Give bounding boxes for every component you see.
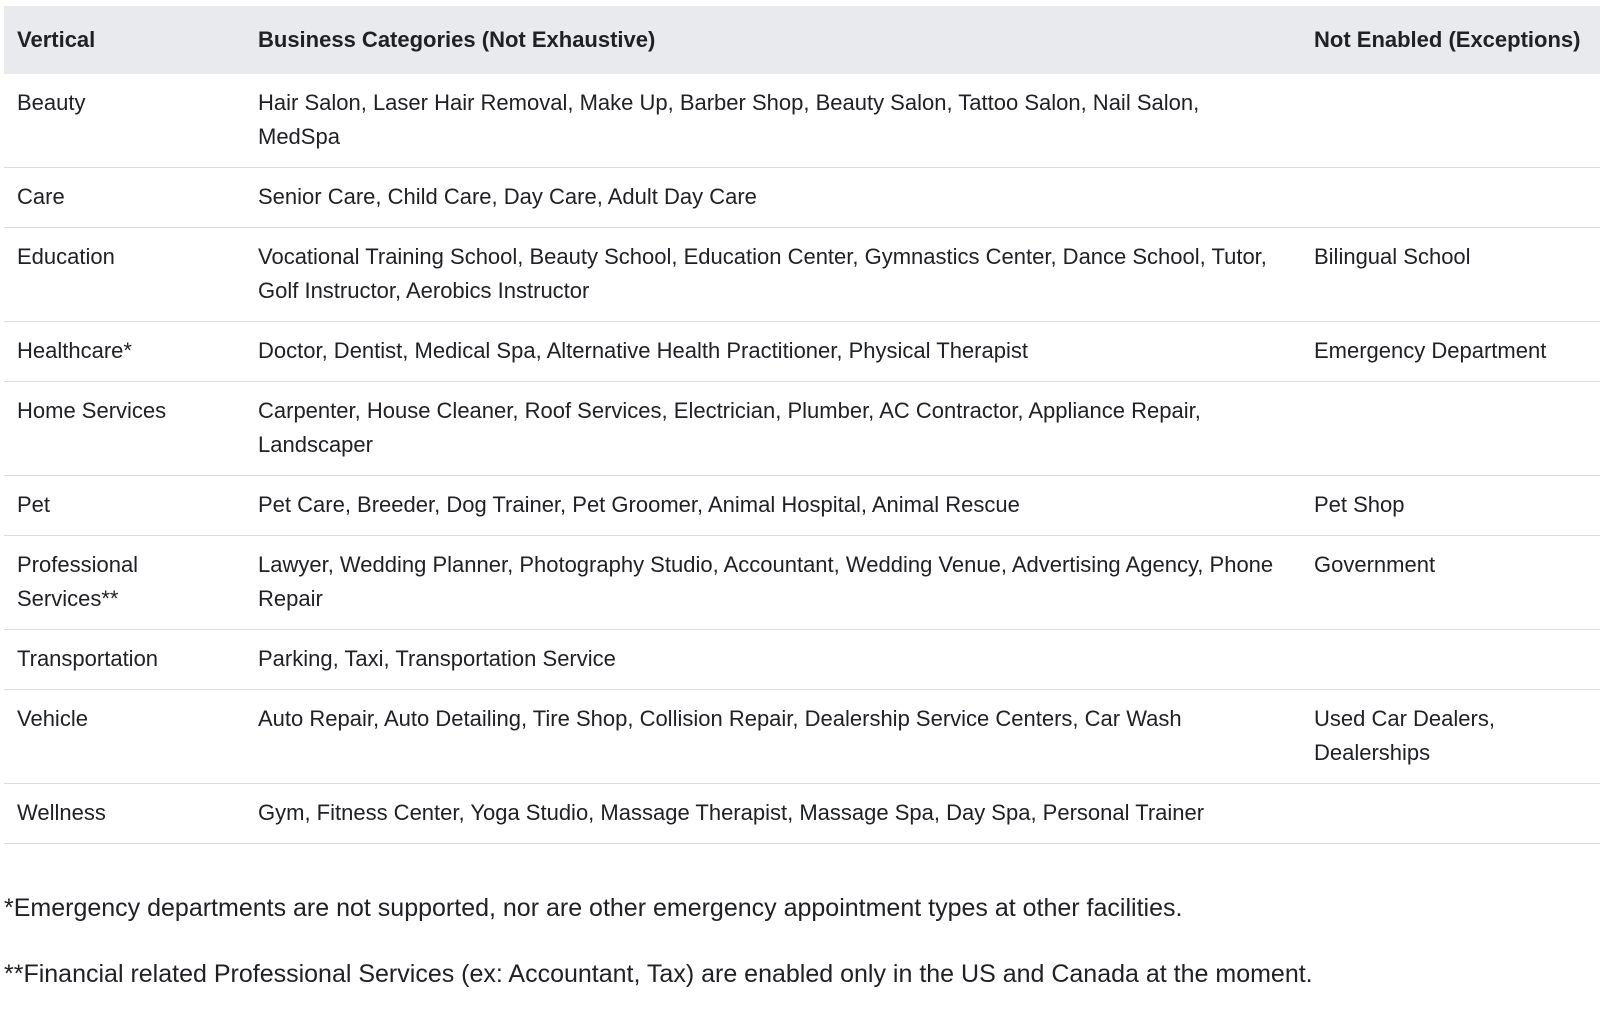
header-business-categories: Business Categories (Not Exhaustive): [258, 6, 1300, 74]
table-row: [4, 74, 1600, 168]
cell-categories: Lawyer, Wedding Planner, Photography Studio, Accountant, Wedding Venue, Advertising Agency, Phone Repair: [258, 536, 1300, 630]
cell-categories: Carpenter, House Cleaner, Roof Services, Electrician, Plumber, AC Contractor, Appliance Repair, Landscaper: [258, 382, 1300, 476]
cell-categories: Pet Care, Breeder, Dog Trainer, Pet Groomer, Animal Hospital, Animal Rescue: [258, 476, 1300, 536]
cell-vertical: Education: [4, 228, 258, 322]
cell-vertical: Beauty: [4, 74, 258, 168]
cell-categories: Doctor, Dentist, Medical Spa, Alternative Health Practitioner, Physical Therapist: [258, 322, 1300, 382]
cell-categories: Parking, Taxi, Transportation Service: [258, 630, 1300, 690]
table-row: [4, 536, 1600, 630]
categories-table-container: [4, 6, 1600, 844]
table-row: [4, 382, 1600, 476]
cell-vertical: Home Services: [4, 382, 258, 476]
table-row: [4, 228, 1600, 322]
cell-exceptions: [1300, 382, 1600, 476]
cell-vertical: Healthcare*: [4, 322, 258, 382]
cell-exceptions: [1300, 630, 1600, 690]
cell-exceptions: [1300, 784, 1600, 844]
cell-vertical: Vehicle: [4, 690, 258, 784]
table-row: [4, 476, 1600, 536]
table-row: [4, 784, 1600, 844]
cell-vertical: Transportation: [4, 630, 258, 690]
footnote-financial: **Financial related Professional Services (ex: Accountant, Tax) are enabled only in the US and Canada at the moment.: [4, 960, 1313, 988]
cell-categories: Vocational Training School, Beauty School, Education Center, Gymnastics Center, Dance School, Tutor, Golf Instructor, Aerobics Instructor: [258, 228, 1300, 322]
cell-categories: Gym, Fitness Center, Yoga Studio, Massage Therapist, Massage Spa, Day Spa, Personal Trainer: [258, 784, 1300, 844]
header-not-enabled: Not Enabled (Exceptions): [1300, 6, 1600, 74]
cell-exceptions: [1300, 168, 1600, 228]
table-row: [4, 322, 1600, 382]
cell-vertical: Pet: [4, 476, 258, 536]
table-row: [4, 168, 1600, 228]
footnote-emergency: *Emergency departments are not supported, nor are other emergency appointment types at other facilities.: [4, 894, 1183, 922]
cell-exceptions: [1300, 74, 1600, 168]
categories-table: [4, 6, 1600, 844]
cell-exceptions: Bilingual School: [1300, 228, 1600, 322]
cell-vertical: Care: [4, 168, 258, 228]
cell-vertical: Wellness: [4, 784, 258, 844]
table-row: [4, 690, 1600, 784]
cell-exceptions: Government: [1300, 536, 1600, 630]
table-row: [4, 630, 1600, 690]
cell-categories: Auto Repair, Auto Detailing, Tire Shop, Collision Repair, Dealership Service Centers, Car Wash: [258, 690, 1300, 784]
cell-exceptions: Emergency Department: [1300, 322, 1600, 382]
cell-exceptions: Used Car Dealers, Dealerships: [1300, 690, 1600, 784]
table-header-row: [4, 6, 1600, 74]
cell-categories: Senior Care, Child Care, Day Care, Adult Day Care: [258, 168, 1300, 228]
cell-vertical: Professional Services**: [4, 536, 258, 630]
cell-exceptions: Pet Shop: [1300, 476, 1600, 536]
header-vertical: Vertical: [4, 6, 258, 74]
cell-categories: Hair Salon, Laser Hair Removal, Make Up, Barber Shop, Beauty Salon, Tattoo Salon, Nail Salon, MedSpa: [258, 74, 1300, 168]
